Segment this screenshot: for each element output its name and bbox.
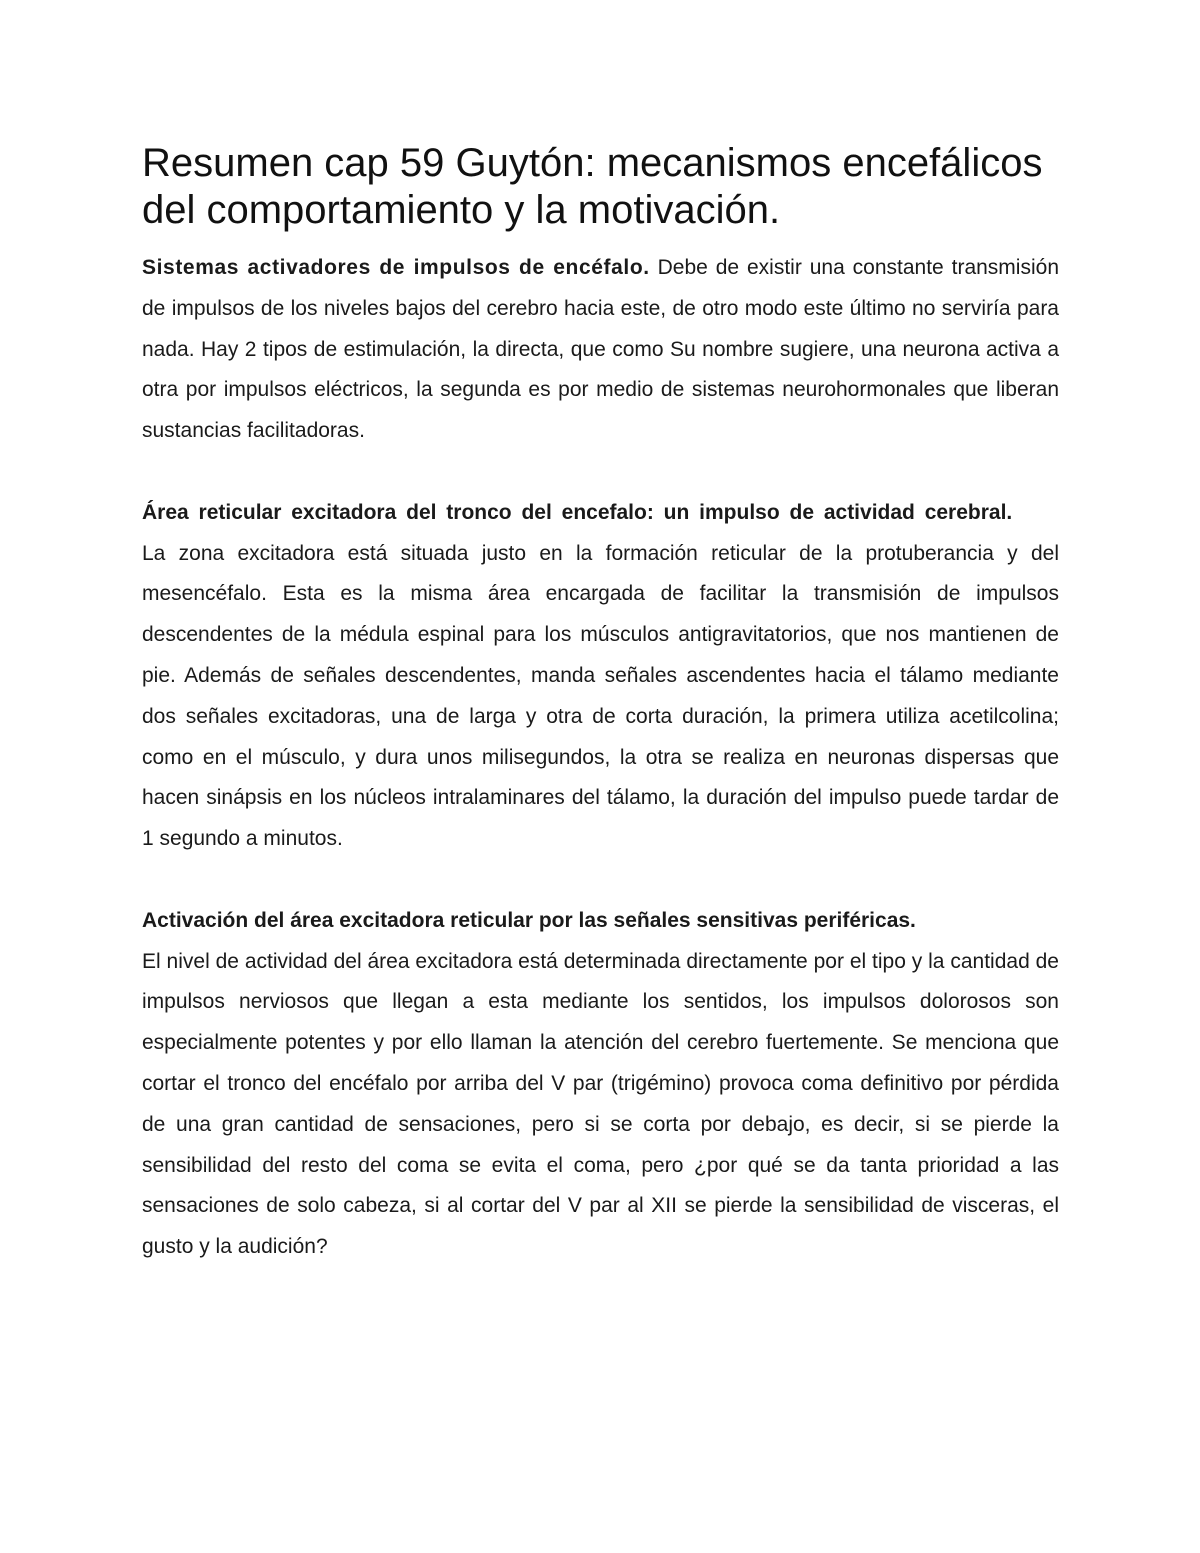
section-heading: Área reticular excitadora del tronco del encefalo: un impulso de actividad cerebral.: [142, 500, 1013, 524]
section-body: La zona excitadora está situada justo en la formación reticular de la protuberancia y del mesencéfalo. Esta es la misma área encargada de facilitar la transmisión de impulsos descendentes de la médula espinal para los músculos antigravitatorios, que nos mantienen de pie. Además de señales descendentes, manda señales ascendentes hacia el tálamo mediante dos señales excitadoras, una de larga y otra de corta duración, la primera utiliza acetilcolina; como en el músculo, y dura unos milisegundos, la otra se realiza en neuronas dispersas que hacen sinápsis en los núcleos intralaminares del tálamo, la duración del impulso puede tardar de 1 segundo a minutos.: [142, 541, 1059, 851]
section-body: El nivel de actividad del área excitadora está determinada directamente por el tipo y la cantidad de impulsos nerviosos que llegan a esta mediante los sentidos, los impulsos dolorosos son especialmente potentes y por ello llaman la atención del cerebro fuertemente. Se menciona que cortar el tronco del encéfalo por arriba del V par (trigémino) provoca coma definitivo por pérdida de una gran cantidad de sensaciones, pero si se corta por debajo, es decir, si se pierde la sensibilidad del resto del coma se evita el coma, pero ¿por qué se da tanta prioridad a las sensaciones de solo cabeza, si al cortar del V par al XII se pierde la sensibilidad de visceras, el gusto y la audición?: [142, 949, 1059, 1259]
section-heading: Sistemas activadores de impulsos de encéfalo.: [142, 256, 650, 279]
document-title: Resumen cap 59 Guytón: mecanismos encefálicos del comportamiento y la motivación.: [142, 141, 1043, 232]
paragraph-spacer: [142, 452, 1059, 493]
section-activating-systems: [142, 248, 1059, 452]
paragraph-spacer: [142, 860, 1059, 901]
section-peripheral-signals: [142, 901, 1059, 1268]
section-body: Debe de existir una constante transmisión de impulsos de los niveles bajos del cerebro hacia este, de otro modo este último no serviría para nada. Hay 2 tipos de estimulación, la directa, que como Su nombre sugiere, una neurona activa a otra por impulsos eléctricos, la segunda es por medio de sistemas neurohormonales que liberan sustancias facilitadoras.: [142, 256, 1059, 443]
document-page: [142, 140, 1059, 1268]
section-reticular-area: [142, 493, 1059, 860]
section-heading: Activación del área excitadora reticular por las señales sensitivas periféricas.: [142, 908, 916, 932]
